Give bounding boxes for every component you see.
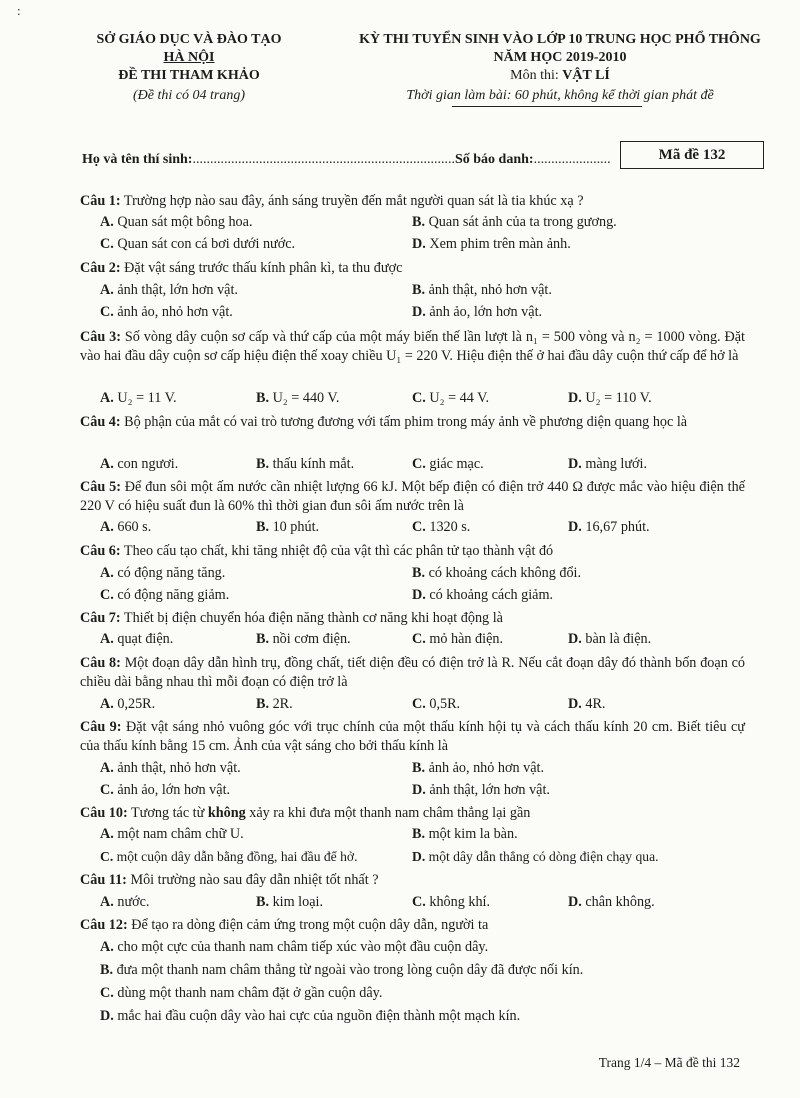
q2-option-c: C. ảnh ảo, nhỏ hơn vật. [100, 304, 233, 320]
q11-option-d: D. chân không. [568, 894, 655, 910]
q11-option-c: C. không khí. [412, 894, 491, 910]
q12-option-b: B. đưa một thanh nam châm thẳng từ ngoài vào trong lòng cuộn dây đã được nối kín. [100, 962, 584, 978]
q3-option-a: A. U₂ = 11 V. [100, 390, 177, 406]
q6-option-c: C. có động năng giảm. [100, 587, 230, 603]
question-4: Câu 4: Bộ phận của mắt có vai trò tương đương với tấm phim trong máy ảnh về phương diện quang học là [80, 414, 688, 430]
name-dots[interactable]: ........................................................................... [192, 152, 455, 167]
q8-option-d: D. 4R. [568, 696, 606, 712]
q4-option-d: D. màng lưới. [568, 456, 648, 472]
question-9: Câu 9: Đặt vật sáng nhỏ vuông góc với trục chính của một thấu kính hội tụ và cách thấu kính 20 cm. Biết tiêu cự của thấu kính bằng 15 cm. Ảnh của vật sáng cho bởi thấu kính là [80, 719, 745, 754]
question-7: Câu 7: Thiết bị điện chuyển hóa điện năng thành cơ năng khi hoạt động là [80, 610, 503, 626]
page-footer: Trang 1/4 – Mã đề thi 132 [598, 1055, 740, 1070]
q7-option-c: C. mỏ hàn điện. [412, 631, 504, 647]
q6-option-d: D. có khoảng cách giảm. [412, 587, 554, 603]
question-12: Câu 12: Để tạo ra dòng điện cảm ứng trong một cuộn dây dẫn, người ta [80, 917, 489, 933]
city-name: HÀ NỘI [163, 50, 215, 65]
student-line [82, 152, 611, 168]
q5-option-a: A. 660 s. [100, 519, 152, 535]
q8-option-c: C. 0,5R. [412, 696, 461, 712]
q7-option-b: B. nồi cơm điện. [256, 631, 351, 647]
question-text: Trường hợp nào sau đây, ánh sáng truyền đến mắt người quan sát là tia khúc xạ ? [120, 193, 584, 209]
q12-option-a: A. cho một cực của thanh nam châm tiếp xúc vào một đầu cuộn dây. [100, 939, 489, 955]
dept-name: SỞ GIÁO DỤC VÀ ĐÀO TẠO [96, 32, 282, 47]
q7-option-d: D. bàn là điện. [568, 631, 652, 647]
subject-name: VẬT LÍ [562, 68, 610, 83]
q1-option-c: C. Quan sát con cá bơi dưới nước. [100, 236, 296, 252]
question-label: Câu 1: [80, 193, 121, 209]
q10-option-b: B. một kim la bàn. [412, 826, 518, 842]
exam-code-box: Mã đề 132 [620, 141, 764, 169]
q12-option-c: C. dùng một thanh nam châm đặt ở gần cuộn dây. [100, 985, 383, 1001]
question-11: Câu 11: Môi trường nào sau đây dẫn nhiệt tốt nhất ? [80, 872, 379, 888]
q5-option-d: D. 16,67 phút. [568, 519, 650, 535]
q8-option-b: B. 2R. [256, 696, 293, 712]
q1-option-b: B. Quan sát ảnh của ta trong gương. [412, 214, 617, 230]
id-label: Số báo danh: [454, 152, 534, 167]
q3-option-b: B. U₂ = 440 V. [256, 390, 340, 406]
q9-option-c: C. ảnh ảo, lớn hơn vật. [100, 782, 231, 798]
school-year: NĂM HỌC 2019-2010 [493, 50, 627, 65]
q6-option-b: B. có khoảng cách không đổi. [412, 565, 582, 581]
q1-option-a: A. Quan sát một bông hoa. [100, 214, 253, 230]
q10-option-d: D. một dây dẫn thẳng có dòng điện chạy qua. [412, 849, 659, 864]
q4-option-b: B. thấu kính mắt. [256, 456, 355, 472]
q9-option-a: A. ảnh thật, nhỏ hơn vật. [100, 760, 241, 776]
page-count-note: (Đề thi có 04 trang) [133, 88, 245, 103]
q11-option-b: B. kim loại. [256, 894, 324, 910]
name-label: Họ và tên thí sinh: [82, 152, 193, 167]
corner-mark: : [17, 3, 21, 18]
q4-option-a: A. con ngươi. [100, 456, 179, 472]
q12-option-d: D. mắc hai đầu cuộn dây vào hai cực của nguồn điện thành một mạch kín. [100, 1008, 521, 1024]
id-dots[interactable]: ...................... [533, 152, 611, 167]
q9-option-d: D. ảnh thật, lớn hơn vật. [412, 782, 550, 798]
exam-title: KỲ THI TUYỂN SINH VÀO LỚP 10 TRUNG HỌC PHỔ THÔNG [359, 32, 761, 47]
question-10: Câu 10: Tương tác từ không xảy ra khi đưa một thanh nam châm thẳng lại gần [80, 805, 531, 821]
q2-option-b: B. ảnh thật, nhỏ hơn vật. [412, 282, 552, 298]
q3-option-d: D. U₂ = 110 V. [568, 390, 652, 406]
question-3: Câu 3: Số vòng dây cuộn sơ cấp và thứ cấp của một máy biến thế lần lượt là n₁ = 500 vòng và n₂ = 1000 vòng. Đặt vào hai đầu dây cuộn sơ cấp hiệu điện thế xoay chiều U₁ = 220 V. Hiệu điện thế ở hai đầu dây cuộn thứ cấp để hở là [80, 329, 745, 364]
q8-option-a: A. 0,25R. [100, 696, 156, 712]
q7-option-a: A. quạt điện. [100, 631, 174, 647]
q10-option-c: C. một cuộn dây dẫn bằng đồng, hai đầu để hở. [100, 849, 358, 864]
q5-option-b: B. 10 phút. [256, 519, 320, 535]
q2-option-d: D. ảnh ảo, lớn hơn vật. [412, 304, 543, 320]
q9-option-b: B. ảnh ảo, nhỏ hơn vật. [412, 760, 545, 776]
q2-option-a: A. ảnh thật, lớn hơn vật. [100, 282, 238, 298]
question-8: Câu 8: Một đoạn dây dẫn hình trụ, đồng chất, tiết diện đều có điện trở là R. Nếu cắt đoạn dây đó thành bốn đoạn có chiều dài bằng nhau thì mỗi đoạn có điện trở là [80, 655, 745, 690]
question-5: Câu 5: Để đun sôi một ấm nước cần nhiệt lượng 66 kJ. Một bếp điện có điện trở 440 Ω được mắc vào hiệu điện thế 220 V có hiệu suất đun là 60% thì thời gian đun sôi ấm nước trên là [80, 479, 745, 514]
q3-option-c: C. U₂ = 44 V. [412, 390, 490, 406]
question-1 [80, 192, 745, 211]
q5-option-c: C. 1320 s. [412, 519, 471, 535]
question-6: Câu 6: Theo cấu tạo chất, khi tăng nhiệt độ của vật thì các phân tử tạo thành vật đó [80, 543, 554, 559]
time-limit: Thời gian làm bài: 60 phút, không kể thời gian phát đề [406, 88, 714, 103]
q6-option-a: A. có động năng tăng. [100, 565, 226, 581]
q10-option-a: A. một nam châm chữ U. [100, 826, 244, 842]
q1-option-d: D. Xem phim trên màn ảnh. [412, 236, 571, 252]
q4-option-c: C. giác mạc. [412, 456, 484, 472]
header-underline [452, 106, 642, 107]
subject-line [330, 68, 790, 84]
subject-label: Môn thi: [510, 68, 563, 83]
q11-option-a: A. nước. [100, 894, 150, 910]
question-2: Câu 2: Đặt vật sáng trước thấu kính phân kì, ta thu được [80, 260, 403, 276]
emphasis-word: không [207, 805, 246, 821]
exam-type: ĐỀ THI THAM KHẢO [118, 68, 260, 83]
